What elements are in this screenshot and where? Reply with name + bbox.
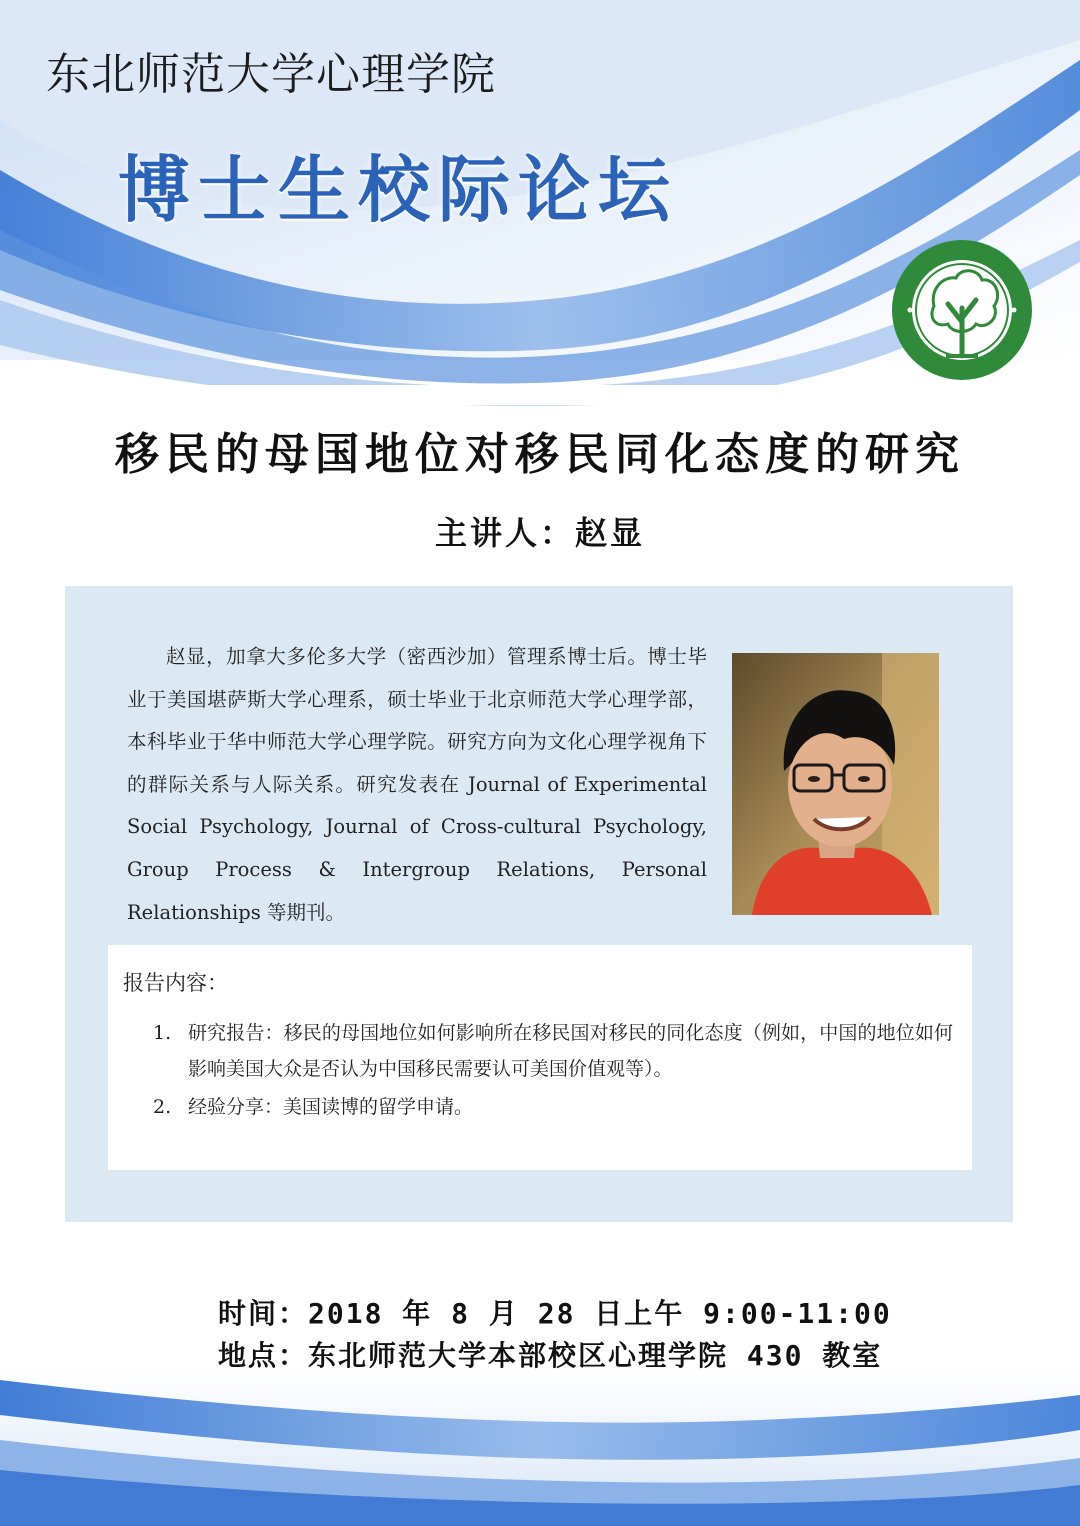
list-item-text: 研究报告：移民的母国地位如何影响所在移民国对移民的同化态度（例如，中国的地位如何影响美国大众是否认为中国移民需要认可美国价值观等）。 [188,1022,953,1080]
forum-title: 博士生校际论坛 [118,148,679,232]
speaker-photo [732,653,939,915]
list-item-text: 经验分享：美国读博的留学申请。 [188,1096,474,1118]
report-content-heading: 报告内容： [123,971,228,995]
info-panel [65,586,1013,1222]
school-seal-icon [890,238,1034,382]
institution-name: 东北师范大学心理学院 [46,49,496,100]
speaker-name: 主讲人：赵显 [434,514,645,552]
speaker-bio [127,636,707,934]
event-time: 时间：2018 年 8 月 28 日上午 9:00-11:00 [218,1297,892,1330]
report-content-list [153,1015,953,1127]
report-content-box [108,945,972,1170]
list-item-number: 2. [153,1096,172,1118]
talk-title: 移民的母国地位对移民同化态度的研究 [115,429,965,480]
event-place: 地点：东北师范大学本部校区心理学院 430 教室 [218,1339,883,1372]
list-item [153,1089,953,1125]
bio-text: 赵显，加拿大多伦多大学（密西沙加）管理系博士后。博士毕业于美国堪萨斯大学心理系，硕士毕业于北京师范大学心理学部，本科毕业于华中师范大学心理学院。研究方向为文化心理学视角下的群际关系与人际关系。研究发表在 Journal of Experimental Social Psychology, Journal of Cross-cultural Psychology, Group Process & Intergroup Relations, Personal Relationships 等期刊。 [127,645,707,924]
list-item-number: 1. [153,1022,172,1044]
list-item [153,1015,953,1087]
